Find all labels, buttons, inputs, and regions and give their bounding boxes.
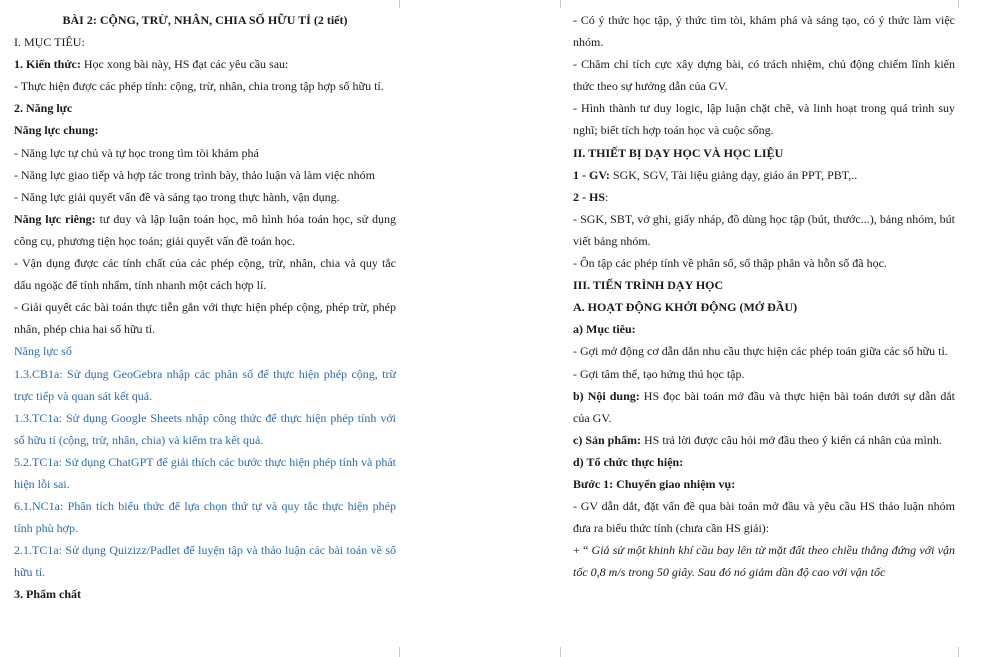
- text-run: Năng lực riêng:: [14, 211, 96, 226]
- left-column-paragraph: [14, 451, 396, 495]
- text-run: - Hình thành tư duy logic, lập luận chặt chẽ, và linh hoạt trong quá trình suy nghĩ; biết tích hợp toán học và cuộc sống.: [573, 101, 955, 138]
- text-run: BÀI 2: CỘNG, TRỪ, NHÂN, CHIA SỐ HỮU TỈ (2 tiết): [62, 13, 348, 27]
- text-run: c) Sản phẩm:: [573, 432, 642, 447]
- left-column-paragraph: [14, 142, 396, 164]
- right-column-paragraph: [573, 385, 955, 429]
- text-run: - SGK, SBT, vở ghi, giấy nháp, đồ dùng học tập (bút, thước...), bảng nhóm, bút viết bảng nhóm.: [573, 211, 955, 248]
- text-run: - GV dẫn dắt, đặt vấn đề qua bài toán mở đầu và yêu cầu HS thảo luận nhóm đưa ra biểu thức tính (chưa cần HS giải):: [573, 499, 955, 536]
- text-run: d) Tổ chức thực hiện:: [573, 454, 684, 469]
- text-run: Giả sử một khinh khí cầu bay lên từ mặt đất theo chiều thẳng đứng với vận tốc 0,8 m/s trong 50 giây. Sau đó nó giảm dần độ cao với vận tốc: [573, 543, 955, 580]
- crop-mark: [560, 647, 561, 657]
- text-run: 1. Kiến thức:: [14, 57, 81, 72]
- text-run: Học xong bài này, HS đạt các yêu cầu sau:: [80, 57, 289, 72]
- right-column-paragraph: [573, 340, 955, 362]
- text-run: - Năng lực giải quyết vấn đề và sáng tạo trong thực hành, vận dụng.: [14, 189, 340, 204]
- text-run: - Năng lực tự chủ và tự học trong tìm tòi khám phá: [14, 145, 259, 160]
- right-column-paragraph: [573, 274, 955, 296]
- text-run: :: [605, 189, 609, 204]
- right-column-paragraph: [573, 53, 955, 97]
- left-column-paragraph: [14, 340, 396, 362]
- text-run: - Giải quyết các bài toán thực tiễn gắn với thực hiện phép cộng, phép trừ, phép nhân, phép chia hai số hữu tỉ.: [14, 300, 396, 337]
- right-column-paragraph: [573, 9, 955, 53]
- left-column-paragraph: [14, 53, 396, 75]
- left-column-paragraph: [14, 208, 396, 252]
- left-column-paragraph: [14, 583, 396, 605]
- left-column-paragraph: [14, 164, 396, 186]
- text-run: 2.1.TC1a: Sử dụng Quizizz/Padlet để luyện tập và thảo luận các bài toán về số hữu tỉ.: [14, 543, 396, 580]
- text-run: Năng lực số: [14, 344, 72, 359]
- left-column-paragraph: [14, 31, 396, 53]
- left-column-paragraph: [14, 186, 396, 208]
- text-run: - Gợi tâm thế, tạo hứng thú học tập.: [573, 366, 745, 381]
- text-run: - Thực hiện được các phép tính: cộng, trừ, nhân, chia trong tập hợp số hữu tỉ.: [14, 79, 384, 94]
- right-column-text: [573, 9, 955, 583]
- text-run: Bước 1: Chuyển giao nhiệm vụ:: [573, 476, 736, 491]
- text-run: tư duy và lập luận toán học, mô hình hóa toán học, sử dụng công cụ, phương tiện học toán; giải quyết vấn đề toán học.: [14, 211, 396, 248]
- text-run: HS trả lời được câu hỏi mở đầu theo ý kiến cá nhân của mình.: [641, 432, 942, 447]
- page-gap: [420, 0, 560, 657]
- text-run: II. THIẾT BỊ DẠY HỌC VÀ HỌC LIỆU: [573, 145, 784, 160]
- text-run: 3. Phẩm chất: [14, 587, 81, 602]
- right-column-paragraph: [573, 539, 955, 583]
- right-column-paragraph: [573, 296, 955, 318]
- crop-mark: [399, 647, 400, 657]
- text-run: - Năng lực giao tiếp và hợp tác trong trình bày, thảo luận và làm việc nhóm: [14, 167, 375, 182]
- left-column-paragraph: [14, 119, 396, 141]
- right-column-paragraph: [573, 142, 955, 164]
- text-run: b) Nội dung:: [573, 388, 640, 403]
- left-column-paragraph: [14, 363, 396, 407]
- text-run: - Chăm chỉ tích cực xây dựng bài, có trách nhiệm, chủ động chiếm lĩnh kiến thức theo sự hướng dẫn của GV.: [573, 57, 955, 94]
- left-column-paragraph: [14, 252, 396, 296]
- text-run: 1.3.TC1a: Sử dụng Google Sheets nhập công thức để thực hiện phép tính với số hữu tỉ (cộng, trừ, nhân, chia) và kiểm tra kết quả.: [14, 410, 396, 447]
- crop-mark: [399, 0, 400, 8]
- left-column-paragraph: [14, 495, 396, 539]
- left-column-paragraph: [14, 9, 396, 31]
- left-column-text: [14, 9, 396, 606]
- text-run: - Ôn tập các phép tính về phân số, số thập phân và hỗn số đã học.: [573, 256, 887, 271]
- crop-mark: [958, 0, 959, 8]
- right-column-paragraph: [573, 429, 955, 451]
- crop-mark: [958, 647, 959, 657]
- text-run: + “: [573, 543, 592, 558]
- text-run: A. HOẠT ĐỘNG KHỞI ĐỘNG (MỞ ĐẦU): [573, 300, 798, 315]
- right-column-paragraph: [573, 363, 955, 385]
- right-column-paragraph: [573, 318, 955, 340]
- text-run: 5.2.TC1a: Sử dụng ChatGPT để giải thích các bước thực hiện phép tính và phát hiện lỗi sai.: [14, 454, 396, 491]
- text-run: - Có ý thức học tập, ý thức tìm tòi, khám phá và sáng tạo, có ý thức làm việc nhóm.: [573, 13, 955, 50]
- right-column-paragraph: [573, 164, 955, 186]
- text-run: HS đọc bài toán mở đầu và thực hiện bài toán dưới sự dẫn dắt của GV.: [573, 388, 955, 425]
- left-column-paragraph: [14, 97, 396, 119]
- right-column-paragraph: [573, 186, 955, 208]
- text-run: III. TIẾN TRÌNH DẠY HỌC: [573, 278, 724, 293]
- text-run: - Gợi mở động cơ dẫn dắn nhu cầu thực hiện các phép toán giữa các số hữu tỉ.: [573, 344, 948, 359]
- left-column-paragraph: [14, 296, 396, 340]
- right-column-paragraph: [573, 208, 955, 252]
- left-column-paragraph: [14, 407, 396, 451]
- crop-mark: [560, 0, 561, 8]
- text-run: 1.3.CB1a: Sử dụng GeoGebra nhập các phân số để thực hiện phép cộng, trừ trực tiếp và quan sát kết quả.: [14, 366, 396, 403]
- text-run: I. MỤC TIÊU:: [14, 35, 85, 50]
- text-run: 6.1.NC1a: Phân tích biểu thức để lựa chọn thứ tự và quy tắc thực hiện phép tính phù hợp.: [14, 499, 396, 536]
- right-column-paragraph: [573, 97, 955, 141]
- text-run: 2 - HS: [573, 189, 606, 204]
- text-run: - Vận dụng được các tính chất của các phép cộng, trừ, nhân, chia và quy tắc dấu ngoặc để tính nhẩm, tính nhanh một cách hợp lí.: [14, 256, 396, 293]
- right-column-paragraph: [573, 451, 955, 473]
- left-column-paragraph: [14, 539, 396, 583]
- text-run: a) Mục tiêu:: [573, 322, 636, 337]
- right-column-paragraph: [573, 495, 955, 539]
- text-run: SGK, SGV, Tài liệu giảng dạy, giáo án PPT, PBT,..: [609, 167, 858, 182]
- right-column-paragraph: [573, 252, 955, 274]
- text-run: Năng lực chung:: [14, 123, 99, 138]
- text-run: 2. Năng lực: [14, 101, 73, 116]
- right-column-paragraph: [573, 473, 955, 495]
- left-column-paragraph: [14, 75, 396, 97]
- text-run: 1 - GV:: [573, 167, 610, 182]
